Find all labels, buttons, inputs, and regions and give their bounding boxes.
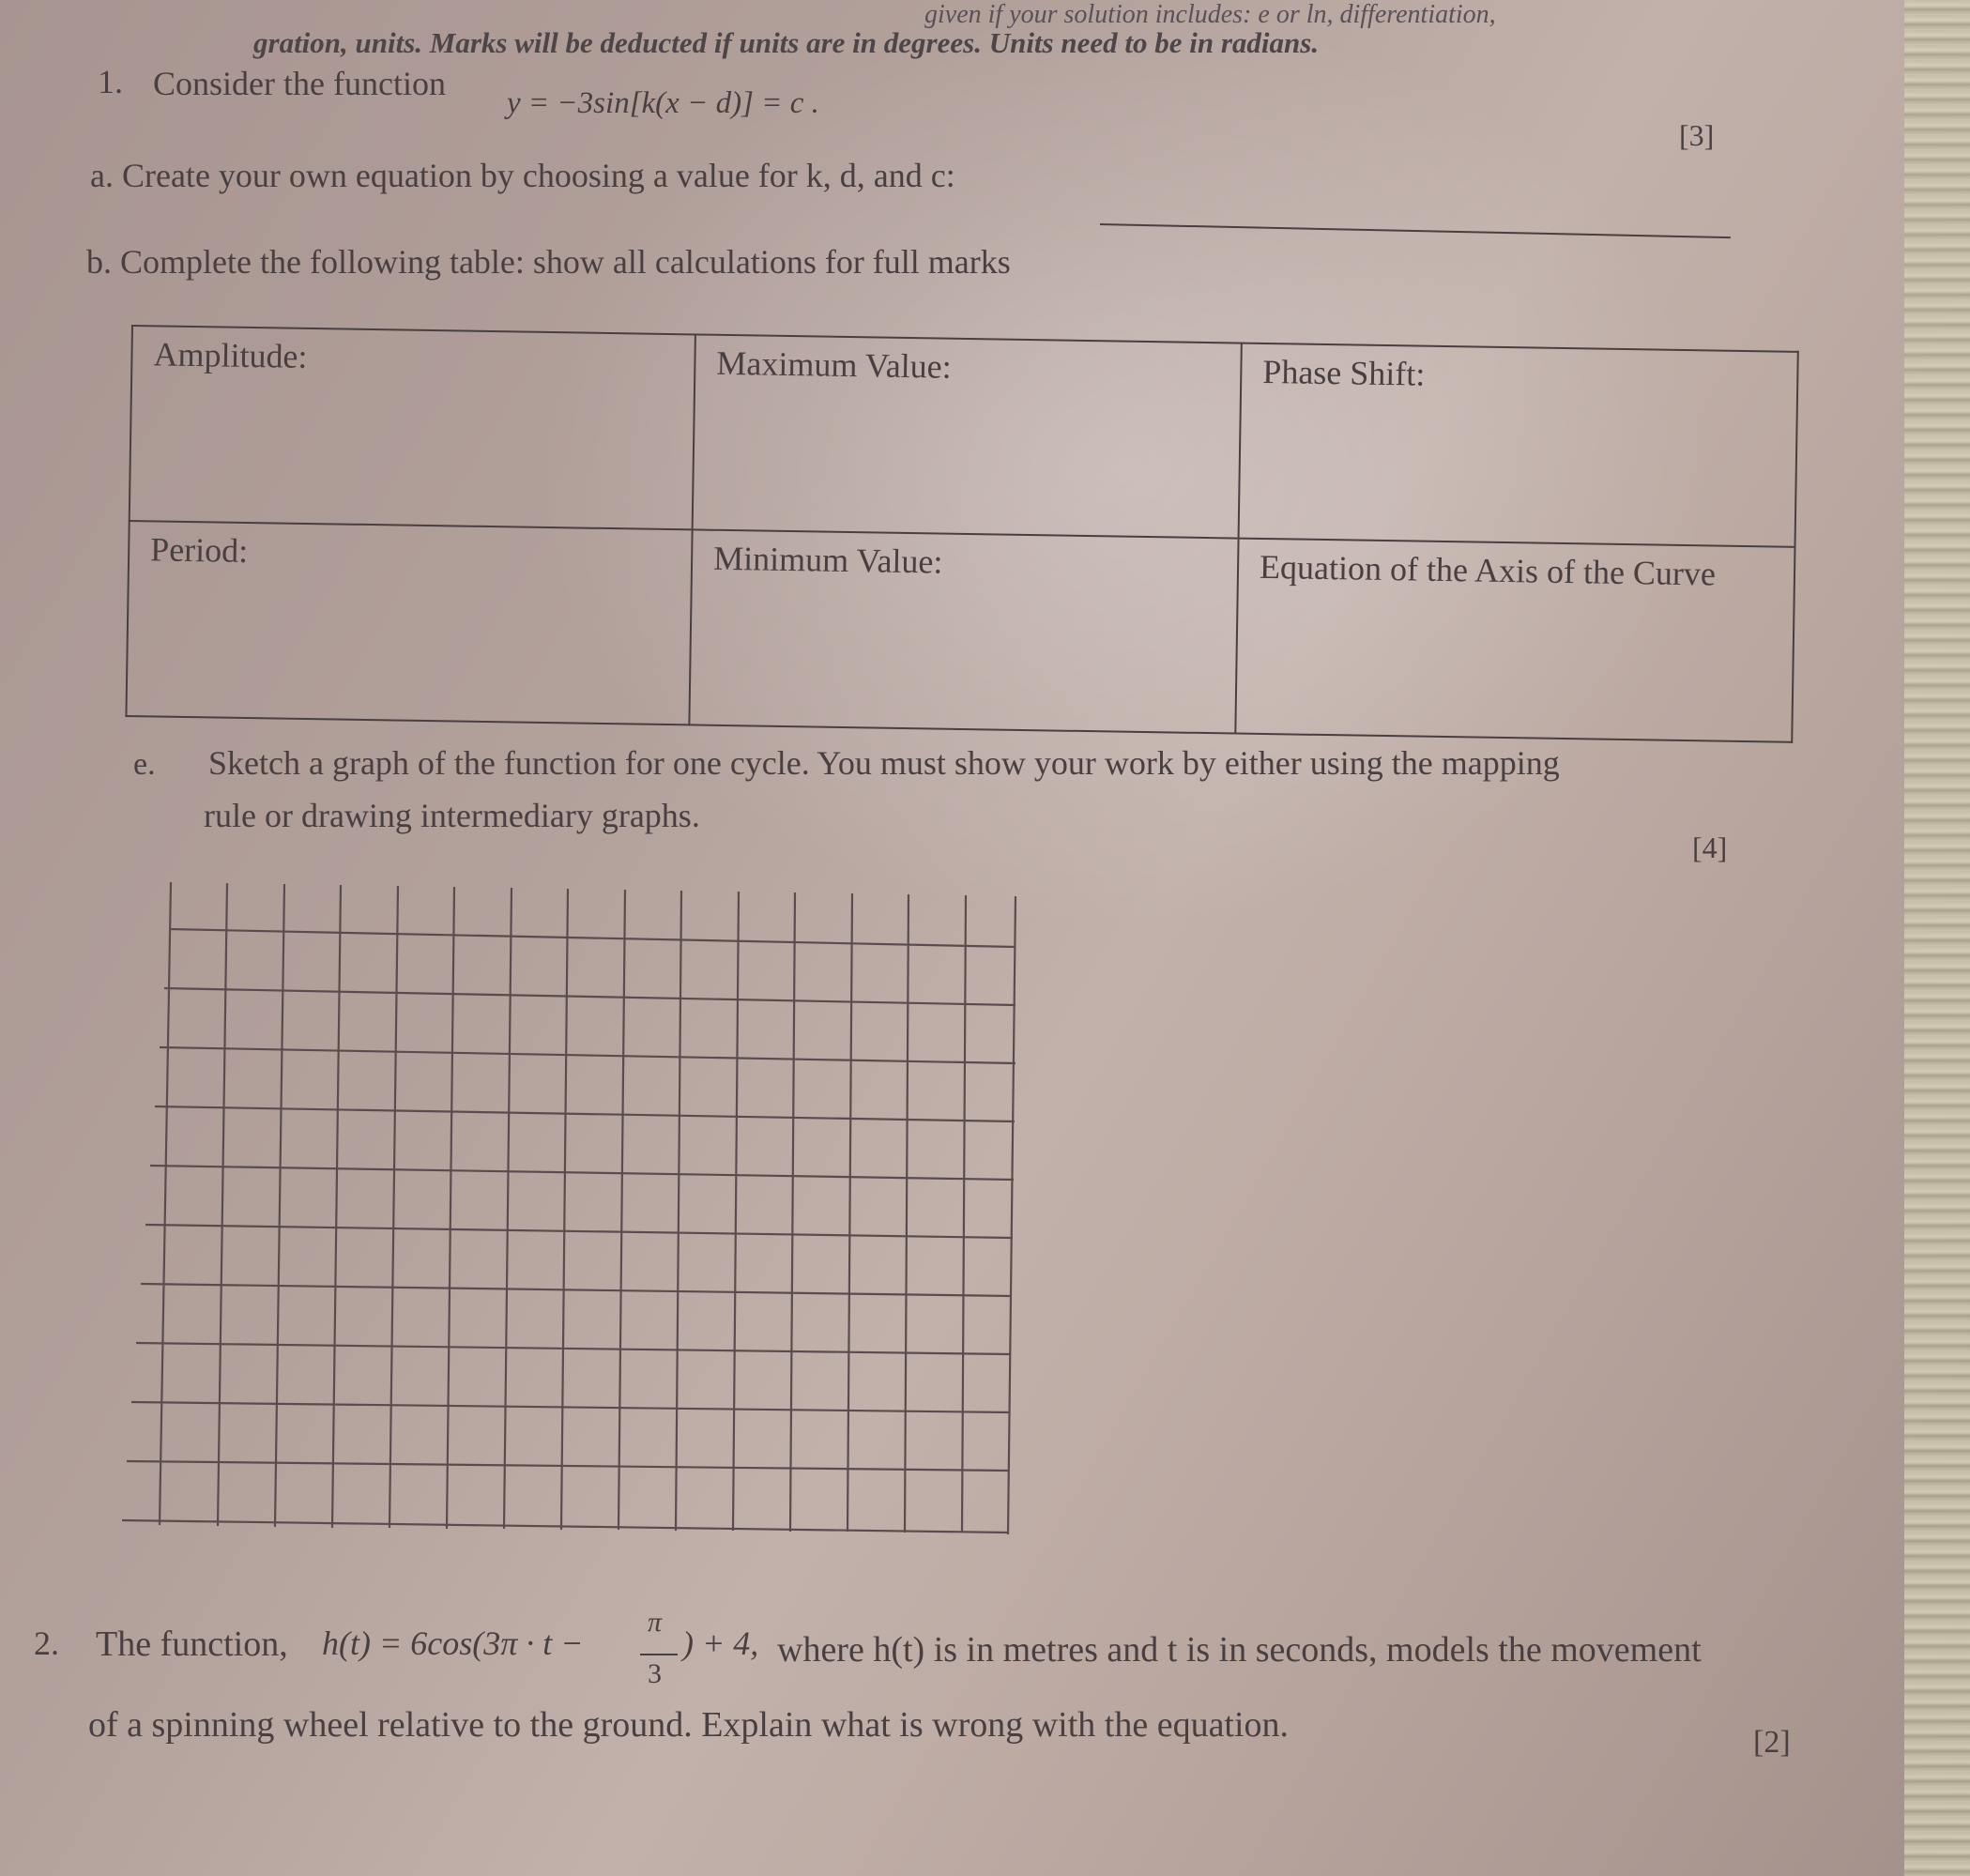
page-edge-shadow (1904, 0, 1970, 1876)
properties-table (125, 325, 1798, 743)
question-1-number: 1. (98, 63, 123, 100)
amplitude-label: Amplitude: (153, 335, 308, 375)
amplitude-cell[interactable] (130, 326, 695, 529)
axis-equation-cell[interactable] (1235, 539, 1794, 742)
question-2-number: 2. (34, 1624, 59, 1662)
question-2-text: where h(t) is in metres and t is in seconds, models the movement (777, 1630, 1702, 1670)
fraction-denominator: 3 (648, 1658, 663, 1689)
part-c-letter: e. (133, 747, 156, 782)
minimum-value-cell[interactable] (689, 529, 1238, 733)
table-row (130, 326, 1798, 547)
grid-lines (122, 882, 1016, 1534)
fraction-numerator: π (648, 1607, 663, 1638)
question-2-marks: [2] (1753, 1725, 1791, 1760)
part-c-prompt-line-2: rule or drawing intermediary graphs. (204, 797, 700, 834)
part-c-prompt-line-1: Sketch a graph of the function for one cycle. You must show your work by either using the mapping (208, 744, 1560, 782)
question-1-equation: y = −3sin[k(x − d)] = c . (507, 86, 819, 120)
fraction-bar (640, 1654, 678, 1655)
header-fragment: given if your solution includes: e or ln, differentiation, (924, 0, 1496, 29)
part-a-answer-line[interactable] (1100, 223, 1731, 238)
question-2-equation-end: ) + 4, (682, 1624, 759, 1662)
table-row (126, 521, 1794, 742)
instructions-header: gration, units. Marks will be deducted if units are in degrees. Units need to be in radians. (253, 26, 1320, 59)
part-c-marks: [4] (1692, 831, 1728, 864)
maximum-value-cell[interactable] (693, 334, 1242, 538)
question-1-text: Consider the function (153, 65, 446, 102)
question-2-intro: The function, (96, 1624, 288, 1664)
sketch-grid[interactable] (66, 868, 1032, 1548)
axis-equation-label: Equation of the Axis of the Curve (1259, 547, 1717, 593)
part-a-prompt: a. Create your own equation by choosing a value for k, d, and c: (90, 157, 955, 194)
phase-shift-cell[interactable] (1239, 343, 1798, 547)
period-cell[interactable] (126, 521, 692, 724)
maximum-value-label: Maximum Value: (716, 343, 953, 386)
phase-shift-label: Phase Shift: (1262, 352, 1426, 393)
question-2-fraction (648, 1607, 662, 1689)
minimum-value-label: Minimum Value: (712, 539, 943, 581)
properties-table-wrapper (125, 325, 1796, 743)
part-b-prompt: b. Complete the following table: show all calculations for full marks (86, 243, 1011, 281)
question-2-equation: h(t) = 6cos(3π · t − (322, 1624, 584, 1662)
period-label: Period: (149, 530, 249, 570)
question-1-marks: [3] (1679, 118, 1715, 152)
question-2-text-line-2: of a spinning wheel relative to the ground. Explain what is wrong with the equation. (88, 1705, 1290, 1745)
